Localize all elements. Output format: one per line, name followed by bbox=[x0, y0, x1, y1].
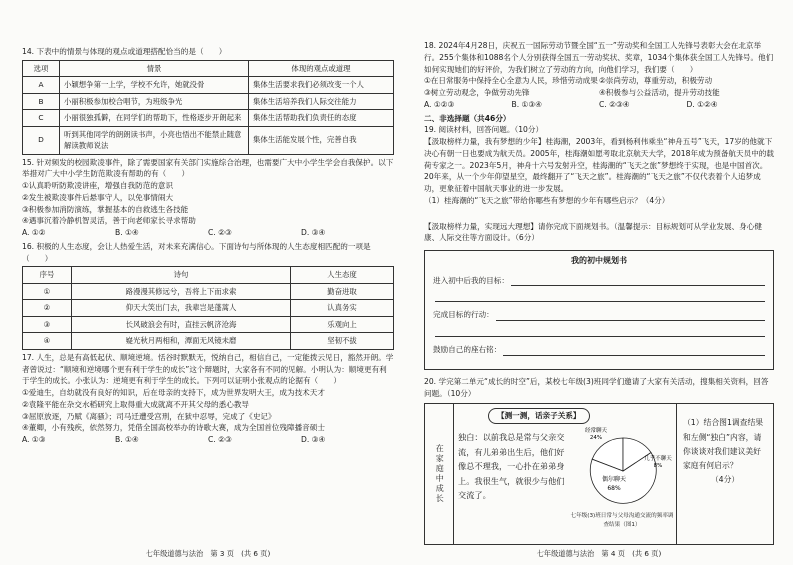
q16-cell: 嶷光秋月两相和，潭面无风镜未磨 bbox=[72, 333, 291, 349]
q18-option-b[interactable]: B. ①③④ bbox=[511, 99, 542, 109]
plan-motto-label: 鼓励自己的座右铭： bbox=[433, 345, 502, 355]
q18-option-d[interactable]: D. ①②④ bbox=[686, 99, 718, 109]
q14-cell: 小丽很独孤僻，在同学们的帮助下，性格逐步开朗起来 bbox=[60, 110, 249, 126]
plan-goal-label: 进入初中后我的目标： bbox=[433, 275, 509, 285]
q18-options bbox=[424, 99, 774, 111]
pie-label-left: 经常聊天 bbox=[584, 428, 608, 435]
q18-items bbox=[424, 87, 774, 99]
q14-cell: A bbox=[23, 77, 60, 93]
plan-title: 我的初中规划书 bbox=[571, 256, 627, 266]
q15-item: ③积极参加消防演练，掌握基本的自救逃生各技能 bbox=[22, 204, 189, 214]
q16-cell: ③ bbox=[23, 316, 72, 332]
q18-option-a[interactable]: A. ①②③ bbox=[424, 99, 455, 109]
q16-cell: 勤奋进取 bbox=[291, 283, 394, 299]
q17-item: ②袁隆平能在杂交水稻研究上取得重大成就离不开其父母的悉心教导 bbox=[22, 399, 250, 409]
answer-line[interactable] bbox=[435, 328, 765, 337]
q18-item: ②崇尚劳动，尊重劳动，积极劳动 bbox=[599, 76, 713, 86]
pie-chart bbox=[574, 424, 672, 510]
table-row bbox=[23, 126, 394, 154]
q17-option-a[interactable]: A. ①③ bbox=[22, 435, 46, 445]
q14-cell: 集体生活培养我们人际交往能力 bbox=[249, 93, 394, 109]
q16-cell: 乐观向上 bbox=[291, 316, 394, 332]
page-footer-left: 七年级道德与法治 第 3 页 (共 6 页) bbox=[145, 548, 271, 558]
answer-line[interactable] bbox=[503, 347, 765, 356]
q17-option-d[interactable]: D. ③④ bbox=[301, 435, 326, 445]
plan-spacer-line[interactable] bbox=[433, 328, 765, 337]
left-page bbox=[22, 0, 394, 565]
q16-header: 诗句 bbox=[72, 267, 291, 283]
q19-material1: 【汲取榜样力量，我有梦想的少年】桂海潮，2003年，看到杨利伟乘坐“神舟五号”飞天，17岁的他就下决心有朝一日也要成为航天员。2005年，桂海潮如愿考取北京航天大学，2018年成为预备航天员中的载荷专家之一。2023年5月，神舟十六号发射升空，桂海潮的“飞天之旅”梦想终于实现，也是中国首次。20年来，从一个少年仰望星空，最终翻开了“飞天之旅”。桂海潮的“飞天之旅”不仅代表着个人追梦成功，更象征着中国航天事业的进一步发展。 bbox=[424, 137, 774, 194]
q16-cell: 坚韧不拔 bbox=[291, 333, 394, 349]
q16-cell: 路漫漫其修远兮，吾将上下而求索 bbox=[72, 283, 291, 299]
q17-option-b[interactable]: B. ①④ bbox=[115, 435, 139, 445]
table-row bbox=[23, 300, 394, 316]
q14-cell: 小丽积极参加校合唱节，为班级争光 bbox=[60, 93, 249, 109]
q15-stem: 15. 针对频发的校园欺凌事件，除了需要国家有关部门实施综合治理，也需要广大中小学生学会自我保护。以下举措对广大中小学生防范欺凌有帮助的有（ ） bbox=[22, 157, 394, 179]
q15-option-b[interactable]: B. ①④ bbox=[115, 228, 139, 238]
q18-stem: 18. 2024年4月28日，庆祝五一国际劳动节暨全国“五一”劳动奖和全国工人先锋号表彰大会在北京举行。255个集体和1088名个人分别获得全国五一劳动奖状、奖章，1034个集体获全国工人先锋号。他们如何实现她们的好评价，为我们树立了劳动的方向，向他们学习，我们要（ ） bbox=[424, 41, 774, 74]
q14-cell: 集体生活要求我们必须改变一个人 bbox=[249, 77, 394, 93]
q15-item: ②发生被欺凌事件后悬事守人，以免事情闹大 bbox=[22, 192, 174, 202]
q18-item: ④积极参与公益活动，提升劳动技能 bbox=[599, 88, 720, 98]
q15-options bbox=[22, 227, 394, 239]
page-footer-right: 七年级道德与法治 第 4 页 (共 6 页) bbox=[536, 548, 662, 558]
q16-cell: ④ bbox=[23, 333, 72, 349]
q15-item: ④遇事沉着冷静机智灵活，善于向老师家长寻求帮助 bbox=[22, 216, 196, 226]
answer-line[interactable] bbox=[496, 312, 765, 321]
table-row bbox=[23, 316, 394, 332]
q14-header: 选项 bbox=[23, 60, 60, 76]
q14-cell: B bbox=[23, 93, 60, 109]
pie-pct-left: 24% bbox=[589, 435, 603, 442]
q14-cell: 集体生活能发展个性，完善自我 bbox=[249, 126, 394, 154]
q17-item: ①爱迪生，自幼就没有良好的知识，后在母亲的支持下，成为世界发明大王，成为技术天才 bbox=[22, 388, 325, 398]
q16-table bbox=[22, 266, 394, 349]
q16-cell: 认真务实 bbox=[291, 300, 394, 316]
q19-material2: 【汲取榜样力量，实现远大理想】请你完成下面规划书。（温馨提示：目标规划可从学业发展、身心健康、人际交往等方面设计。（6分） bbox=[424, 221, 762, 243]
q17-option-c[interactable]: C. ②③ bbox=[208, 435, 232, 445]
q16-cell: 仰天大笑出门去，我辈岂是蓬蒿人 bbox=[72, 300, 291, 316]
q15-option-d[interactable]: D. ③④ bbox=[301, 228, 326, 238]
q20-monologue: 独白：以前我总是常与父亲交流，有儿弟弟出生后，他们好像总不理我，一心扑在弟弟身上。我很生气，就很少与他们交流了。 bbox=[458, 432, 565, 500]
answer-line[interactable] bbox=[435, 293, 765, 302]
pie-pct-main: 68% bbox=[607, 485, 621, 493]
q17-options bbox=[22, 434, 394, 446]
q19-question1: （1）桂海潮的“飞天之旅”带给你哪些有梦想的少年有哪些启示？（4分） bbox=[424, 195, 670, 205]
q15-option-a[interactable]: A. ①② bbox=[22, 228, 46, 238]
q14-cell: 小颖想争第一上学，学校不允许，她就没骨 bbox=[60, 77, 249, 93]
q14-cell: C bbox=[23, 110, 60, 126]
q20-side-label bbox=[425, 404, 454, 544]
table-row bbox=[23, 93, 394, 109]
q18-items bbox=[424, 75, 774, 87]
right-page bbox=[424, 0, 774, 565]
q20-material bbox=[454, 404, 677, 544]
pie-label-right: 几乎不聊天 bbox=[644, 456, 672, 463]
q19-stem: 19. 阅读材料，回答问题。（10分） bbox=[424, 125, 544, 135]
plan-box bbox=[424, 250, 774, 370]
q20-task bbox=[677, 404, 773, 544]
pie-pct-right: 8% bbox=[653, 463, 663, 470]
q14-stem: 14. 下表中的情景与体现的观点或道理搭配恰当的是（ ） bbox=[22, 47, 227, 56]
q17-stem: 17. 人生，总是有高低起伏、顺境逆境。恬谷时默默无，悦纳自己，相信自己，一定能拨云见日，豁然开朗。学者曾说过：“顺境和逆境哪个更有利于学生的成长”这个辩题时，大家各有不同的见解。小明认为：顺境更有利于学生的成长。小张认为：逆境更有利于学生的成长。下列可以证明小张观点的论据有（ ） bbox=[22, 352, 394, 386]
plan-action-line[interactable] bbox=[433, 309, 765, 321]
table-row bbox=[23, 333, 394, 349]
pie-caption: 七年级(3)班日常与父母沟通交流的频率调查结果（图1） bbox=[570, 513, 674, 528]
q15-item: ①认真聆听防欺凌讲座，增强自我防范的意识 bbox=[22, 181, 174, 191]
q17-item: ③屈原放逐，乃赋《离骚》；司马迁遭受宫刑，在狱中忍辱，完成了《史记》 bbox=[22, 411, 276, 421]
q20-task-text: （1）结合图1调查结果和左侧“独白”内容，请你谈谈对我们建议美好家庭有何启示？ bbox=[683, 418, 764, 470]
q16-header: 序号 bbox=[23, 267, 72, 283]
q20-stem: 20. 学完第二单元“成长的时空”后，某校七年级(3)班同学们邀请了大家有关活动，搜集相关资料，回答问题。（10分） bbox=[424, 376, 769, 398]
q17-item: ④董卿，小有残疾，依然努力，凭借全国高校举办的诗歌大赛，成为全国首位残障播音硕士 bbox=[22, 423, 325, 433]
q18-item: ①在日常服务中保持全心全意为人民，珍惜劳动成果 bbox=[424, 76, 598, 86]
q16-cell: ② bbox=[23, 300, 72, 316]
table-row bbox=[23, 283, 394, 299]
q18-option-c[interactable]: C. ②③④ bbox=[599, 99, 630, 109]
pie-label-main: 偶尔聊天 bbox=[601, 476, 627, 484]
q16-cell: ① bbox=[23, 283, 72, 299]
q20-box bbox=[424, 403, 774, 545]
q14-cell: 听到其他同学的朗朗读书声，小亮也悟出不能禁止随意解读教师说法 bbox=[60, 126, 249, 154]
table-row bbox=[23, 77, 394, 93]
q14-cell: 集体生活帮助我们负责任的态度 bbox=[249, 110, 394, 126]
answer-line[interactable] bbox=[511, 277, 765, 286]
plan-motto-line[interactable] bbox=[433, 344, 765, 356]
plan-goal-line[interactable] bbox=[433, 275, 765, 287]
q14-table bbox=[22, 60, 394, 155]
q16-cell: 长风破浪会有时，直挂云帆济沧海 bbox=[72, 316, 291, 332]
plan-action-label: 完成目标的行动： bbox=[433, 310, 494, 320]
plan-spacer-line[interactable] bbox=[433, 293, 765, 302]
q18-item: ③树立劳动观念，争做劳动先锋 bbox=[424, 88, 530, 98]
q14-header: 情景 bbox=[60, 60, 249, 76]
q15-option-c[interactable]: C. ②③ bbox=[208, 228, 232, 238]
q20-side-text: 在家庭中成长 bbox=[435, 444, 445, 505]
q20-bubble: 【测一测，话亲子关系】 bbox=[488, 408, 590, 424]
table-row bbox=[23, 110, 394, 126]
q20-task-score: （4分） bbox=[710, 474, 740, 484]
q14-header: 体现的观点或道理 bbox=[249, 60, 394, 76]
section-title: 二、非选择题（共46分） bbox=[424, 113, 511, 123]
q16-header: 人生态度 bbox=[291, 267, 394, 283]
q16-stem: 16. 积极的人生态度，会让人热爱生活，对未来充满信心。下面诗句与所体现的人生态度相匹配的一项是（ ） bbox=[22, 241, 371, 263]
q14-cell: D bbox=[23, 126, 60, 154]
